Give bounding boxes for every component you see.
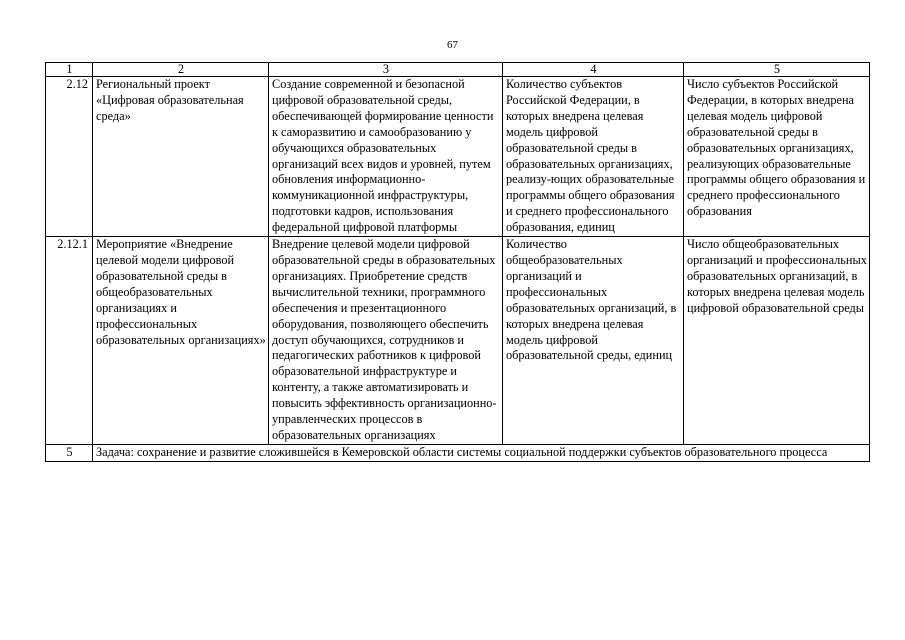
column-header: 5 — [684, 63, 870, 77]
program-table — [45, 62, 870, 462]
task-row — [46, 444, 870, 461]
row-name: Региональный проект «Цифровая образовательная среда» — [93, 77, 269, 237]
page-number: 67 — [447, 39, 458, 51]
column-header: 4 — [503, 63, 684, 77]
row-description: Создание современной и безопасной цифровой образовательной среды, обеспечивающей формирование ценности к саморазвитию и самообразованию у обучающихся образовательных организаций всех видов и уровней, путем обновления информационно-коммуникационной инфраструктуры, подготовки кадров, использования федеральной цифровой платформы — [269, 77, 503, 237]
row-number: 2.12 — [46, 77, 93, 237]
table-header-row — [46, 63, 870, 77]
row-indicator-name: Число субъектов Российской Федерации, в которых внедрена целевая модель цифровой образовательной среды в образовательных организациях, реализующих образовательные программы общего образования и среднего профессионального образования — [684, 77, 870, 237]
row-indicator: Количество общеобразовательных организаций и профессиональных образовательных организаций, в которых внедрена целевая модель цифровой образовательной среды, единиц — [503, 237, 684, 445]
task-text: Задача: сохранение и развитие сложившейся в Кемеровской области системы социальной поддержки субъектов образовательного процесса — [93, 444, 870, 461]
row-description: Внедрение целевой модели цифровой образовательной среды в образовательных организациях. Приобретение средств вычислительной техники, программного обеспечения и презентационного оборудования, позволяющего обеспечить доступ обучающихся, сотрудников и педагогических работников к цифровой образовательной инфраструктуре и контенту, а также автоматизировать и повысить эффективность организационно-управленческих процессов в образовательных организациях — [269, 237, 503, 445]
table-row — [46, 237, 870, 445]
column-header: 1 — [46, 63, 93, 77]
table-row — [46, 77, 870, 237]
row-indicator: Количество субъектов Российской Федерации, в которых внедрена целевая модель цифровой образовательной среды в образовательных организациях, реализу-ющих образовательные программы общего образования и среднего профессионального образования, единиц — [503, 77, 684, 237]
task-number: 5 — [46, 444, 93, 461]
row-number: 2.12.1 — [46, 237, 93, 445]
row-name: Мероприятие «Внедрение целевой модели цифровой образовательной среды в общеобразовательных организациях и профессиональных образовательных организациях» — [93, 237, 269, 445]
column-header: 3 — [269, 63, 503, 77]
column-header: 2 — [93, 63, 269, 77]
row-indicator-name: Число общеобразовательных организаций и профессиональных образовательных организаций, в которых внедрена целевая модель цифровой образовательной среды — [684, 237, 870, 445]
